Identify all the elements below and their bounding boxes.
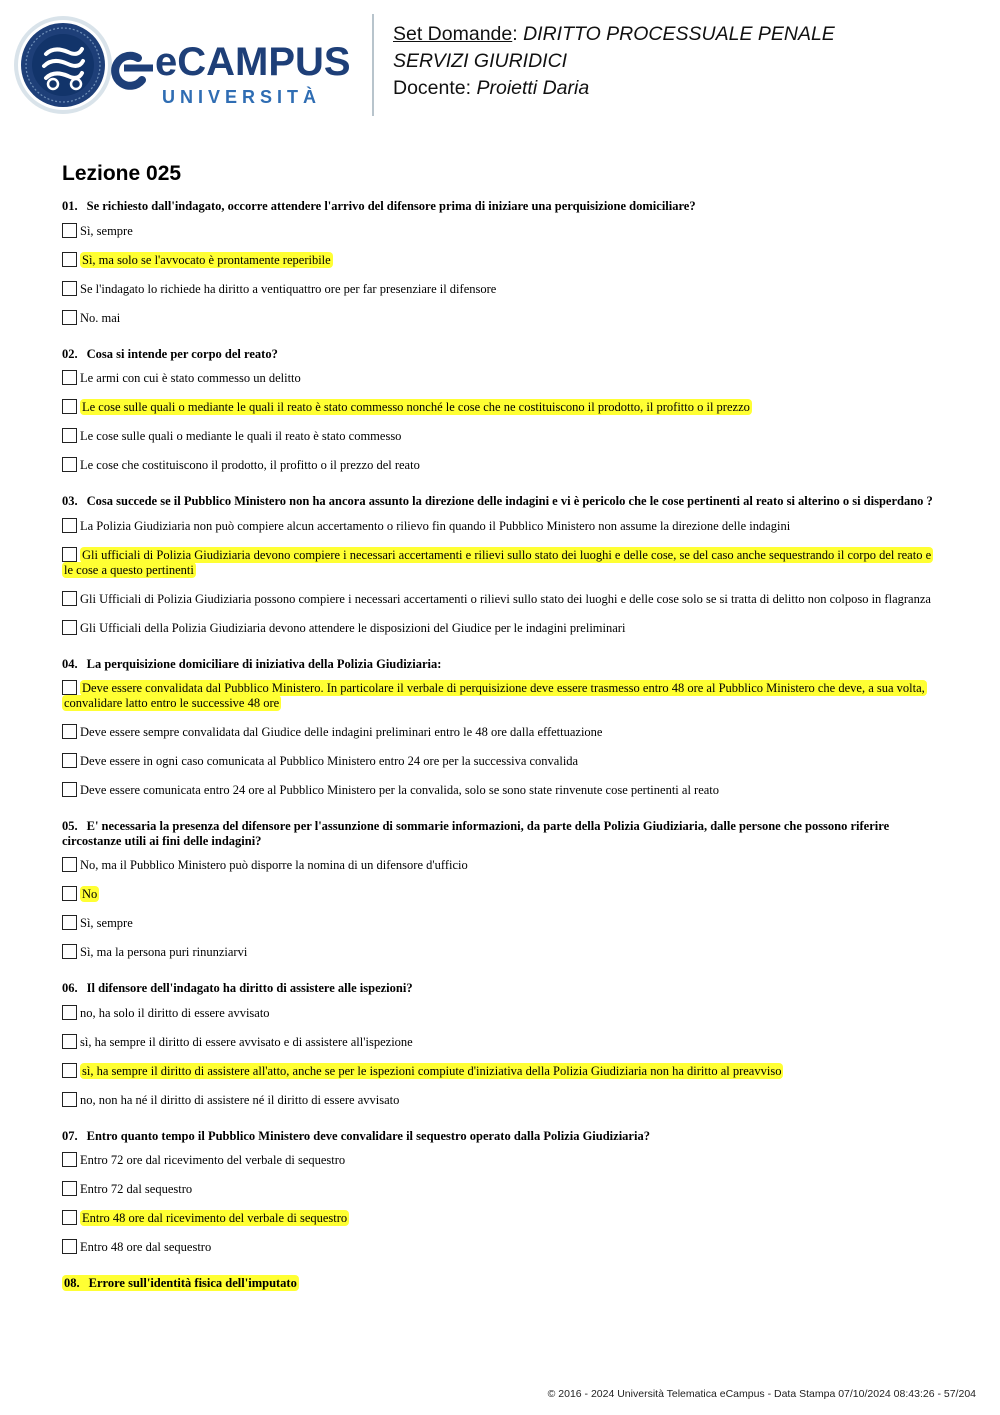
answer-checkbox[interactable] xyxy=(62,547,77,562)
answer-option[interactable] xyxy=(62,1005,938,1021)
answer-label: Sì, sempre xyxy=(80,223,133,238)
answer-checkbox[interactable] xyxy=(62,782,77,797)
course-title: DIRITTO PROCESSUALE PENALE xyxy=(523,23,835,45)
answer-label: Deve essere sempre convalidata dal Giudice delle indagini preliminari entro le 48 ore dalla effettuazione xyxy=(80,725,603,739)
answer-option[interactable] xyxy=(62,782,938,798)
question-text xyxy=(62,1129,938,1144)
answer-label-highlighted: No xyxy=(82,887,98,901)
question-number: 04. xyxy=(62,656,78,671)
answer-label: Entro 48 ore dal sequestro xyxy=(80,1240,212,1254)
question-label: Il difensore dell'indagato ha diritto di assistere alle ispezioni? xyxy=(86,981,413,995)
answer-checkbox[interactable] xyxy=(62,591,77,606)
answer-label-highlighted: Deve essere convalidata dal Pubblico Ministero. In particolare il verbale di perquisizione deve essere trasmesso entro 48 ore al Pubblico Ministero che deve, a sua volta, convalidare latto entro le successive 48 ore xyxy=(64,681,925,710)
answer-checkbox[interactable] xyxy=(62,1092,77,1107)
question-label: Errore sull'identità fisica dell'imputato xyxy=(88,1276,297,1290)
answer-checkbox[interactable] xyxy=(62,886,77,901)
answer-label: no, non ha né il diritto di assistere né il diritto di essere avvisato xyxy=(80,1092,400,1107)
question-item xyxy=(62,819,938,960)
answer-checkbox[interactable] xyxy=(62,1152,77,1167)
answer-label: no, ha solo il diritto di essere avvisato xyxy=(80,1005,270,1020)
answer-option[interactable] xyxy=(62,753,938,769)
answer-checkbox[interactable] xyxy=(62,1210,77,1225)
answer-option[interactable] xyxy=(62,370,938,386)
question-number: 01. xyxy=(62,199,78,213)
answer-label-highlighted: Entro 48 ore dal ricevimento del verbale di sequestro xyxy=(82,1211,348,1225)
answer-label: sì, ha sempre il diritto di essere avvisato e di assistere all'ispezione xyxy=(80,1034,413,1049)
answer-option[interactable] xyxy=(62,1181,938,1197)
answer-checkbox[interactable] xyxy=(62,428,77,443)
question-number: 02. xyxy=(62,346,78,361)
answer-checkbox[interactable] xyxy=(62,1181,77,1196)
page-footer: © 2016 - 2024 Università Telematica eCampus - Data Stampa 07/10/2024 08:43:26 - 57/204 xyxy=(547,1388,976,1400)
answer-checkbox[interactable] xyxy=(62,944,77,959)
course-line-2 xyxy=(393,48,835,75)
answer-option[interactable] xyxy=(62,428,938,444)
answer-checkbox[interactable] xyxy=(62,252,77,267)
answer-option[interactable] xyxy=(62,591,938,607)
answer-option[interactable] xyxy=(62,1092,938,1108)
answer-checkbox[interactable] xyxy=(62,281,77,296)
question-highlighted xyxy=(62,1275,299,1291)
question-text xyxy=(62,199,938,214)
course-line-1: Set Domande: DIRITTO PROCESSUALE PENALE xyxy=(393,23,835,45)
answer-label: Sì, sempre xyxy=(80,916,133,930)
answer-option[interactable] xyxy=(62,252,938,268)
answer-label: La Polizia Giudiziaria non può compiere alcun accertamento o rilievo fin quando il Pubblico Ministero non assume la direzione delle indagini xyxy=(80,518,791,533)
answer-option[interactable] xyxy=(62,1210,938,1226)
teacher-label: Docente: xyxy=(393,77,472,99)
answer-checkbox[interactable] xyxy=(62,724,77,739)
question-label: Cosa succede se il Pubblico Ministero non ha ancora assunto la direzione delle indagini e vi è pericolo che le cose pertinenti al reato si alterino o si disperdano ? xyxy=(86,494,933,508)
answer-label: Entro 72 ore dal ricevimento del verbale di sequestro xyxy=(80,1153,346,1167)
question-number: 03. xyxy=(62,494,78,508)
question-label: E' necessaria la presenza del difensore per l'assunzione di sommarie informazioni, da parte della Polizia Giudiziaria, dalle persone che possono riferire circostanze utili ai fini delle indagini? xyxy=(62,819,890,848)
question-number: 05. xyxy=(62,819,78,833)
question-item xyxy=(62,657,938,799)
answer-label: Le cose sulle quali o mediante le quali il reato è stato commesso xyxy=(80,429,402,443)
teacher-name: Proietti Daria xyxy=(476,77,590,99)
answer-option[interactable] xyxy=(62,281,938,297)
question-text xyxy=(62,981,938,996)
question-text xyxy=(62,1276,938,1291)
answer-checkbox[interactable] xyxy=(62,680,77,695)
logo-brand-text: eCAMPUS xyxy=(155,40,351,84)
answer-checkbox[interactable] xyxy=(62,370,77,385)
logo-sub-text: UNIVERSITÀ xyxy=(162,87,322,107)
answer-option[interactable] xyxy=(62,1239,938,1255)
answer-option[interactable] xyxy=(62,223,938,239)
answer-option[interactable] xyxy=(62,944,938,960)
question-number: 07. xyxy=(62,1128,78,1143)
answer-checkbox[interactable] xyxy=(62,857,77,872)
question-item xyxy=(62,494,938,636)
teacher-line xyxy=(393,75,835,102)
page-header xyxy=(0,0,1000,130)
answer-label: Deve essere in ogni caso comunicata al Pubblico Ministero entro 24 ore per la successiva convalida xyxy=(80,754,579,768)
answer-option[interactable] xyxy=(62,680,938,711)
answer-option[interactable] xyxy=(62,547,938,578)
answer-label-highlighted: Le cose sulle quali o mediante le quali il reato è stato commesso nonché le cose che ne costituiscono il prodotto, il profitto o il prezzo xyxy=(82,400,750,414)
question-list xyxy=(62,160,938,1312)
answer-option[interactable] xyxy=(62,518,938,534)
answer-checkbox[interactable] xyxy=(62,518,77,533)
answer-label: Le armi con cui è stato commesso un delitto xyxy=(80,371,301,385)
question-label: Cosa si intende per corpo del reato? xyxy=(86,346,278,361)
question-text xyxy=(62,494,938,509)
set-label: Set Domande xyxy=(393,23,513,45)
answer-label: Sì, ma la persona puri rinunziarvi xyxy=(80,945,248,959)
question-item xyxy=(62,199,938,326)
question-item xyxy=(62,981,938,1108)
answer-checkbox[interactable] xyxy=(62,1063,77,1078)
answer-option[interactable] xyxy=(62,310,938,326)
lesson-title: Lezione 025 xyxy=(62,162,182,185)
question-text xyxy=(62,347,938,362)
answer-label: No, ma il Pubblico Ministero può disporre la nomina di un difensore d'ufficio xyxy=(80,858,468,872)
answer-label-highlighted: Gli ufficiali di Polizia Giudiziaria devono compiere i necessari accertamenti e rilievi sullo stato dei luoghi e delle cose, se del caso anche sequestrando il corpo del reato e le cose a questo pertinenti xyxy=(64,547,932,577)
answer-checkbox[interactable] xyxy=(62,399,77,414)
answer-checkbox[interactable] xyxy=(62,457,77,472)
answer-checkbox[interactable] xyxy=(62,1239,77,1254)
question-label: La perquisizione domiciliare di iniziativa della Polizia Giudiziaria: xyxy=(86,656,442,671)
answer-checkbox[interactable] xyxy=(62,310,77,325)
question-item xyxy=(62,1276,938,1291)
question-text xyxy=(62,819,938,848)
answer-option[interactable] xyxy=(62,399,938,415)
course-subtitle: SERVIZI GIURIDICI xyxy=(393,50,568,72)
question-number: 06. xyxy=(62,981,78,995)
answer-option[interactable] xyxy=(62,857,938,873)
answer-label: Entro 72 dal sequestro xyxy=(80,1182,193,1196)
question-number: 08. xyxy=(64,1276,80,1290)
answer-option[interactable] xyxy=(62,457,938,473)
answer-label-highlighted: sì, ha sempre il diritto di assistere all'atto, anche se per le ispezioni compiute d'iniziativa della Polizia Giudiziaria non ha diritto al preavviso xyxy=(82,1063,782,1078)
answer-checkbox[interactable] xyxy=(62,1005,77,1020)
answer-label: Deve essere comunicata entro 24 ore al Pubblico Ministero per la convalida, solo se sono state rinvenute cose pertinenti al reato xyxy=(80,783,720,797)
answer-checkbox[interactable] xyxy=(62,223,77,238)
course-info xyxy=(393,21,835,102)
answer-label-highlighted: Sì, ma solo se l'avvocato è prontamente reperibile xyxy=(82,252,331,267)
header-divider xyxy=(372,14,374,116)
question-label: Entro quanto tempo il Pubblico Ministero deve convalidare il sequestro operato dalla Polizia Giudiziaria? xyxy=(86,1128,650,1143)
answer-option[interactable] xyxy=(62,915,938,931)
question-item xyxy=(62,347,938,474)
answer-option[interactable] xyxy=(62,1063,938,1079)
answer-option[interactable] xyxy=(62,724,938,740)
answer-checkbox[interactable] xyxy=(62,620,77,635)
answer-option[interactable] xyxy=(62,886,938,902)
answer-label: Gli Ufficiali di Polizia Giudiziaria possono compiere i necessari accertamenti o rilievi sullo stato dei luoghi e delle cose solo se si tratta di delitto non colposo in flagranza xyxy=(80,591,931,606)
question-item xyxy=(62,1129,938,1256)
answer-option[interactable] xyxy=(62,1152,938,1168)
answer-option[interactable] xyxy=(62,620,938,636)
answer-checkbox[interactable] xyxy=(62,915,77,930)
answer-checkbox[interactable] xyxy=(62,1034,77,1049)
question-text xyxy=(62,657,938,672)
answer-label: No. mai xyxy=(80,310,121,325)
answer-label: Se l'indagato lo richiede ha diritto a ventiquattro ore per far presenziare il difensore xyxy=(80,281,497,296)
answer-option[interactable] xyxy=(62,1034,938,1050)
answer-label: Le cose che costituiscono il prodotto, il profitto o il prezzo del reato xyxy=(80,458,420,472)
answer-checkbox[interactable] xyxy=(62,753,77,768)
answer-label: Gli Ufficiali della Polizia Giudiziaria devono attendere le disposizioni del Giudice per le indagini preliminari xyxy=(80,620,626,635)
question-label: Se richiesto dall'indagato, occorre attendere l'arrivo del difensore prima di iniziare una perquisizione domiciliare? xyxy=(86,199,696,213)
